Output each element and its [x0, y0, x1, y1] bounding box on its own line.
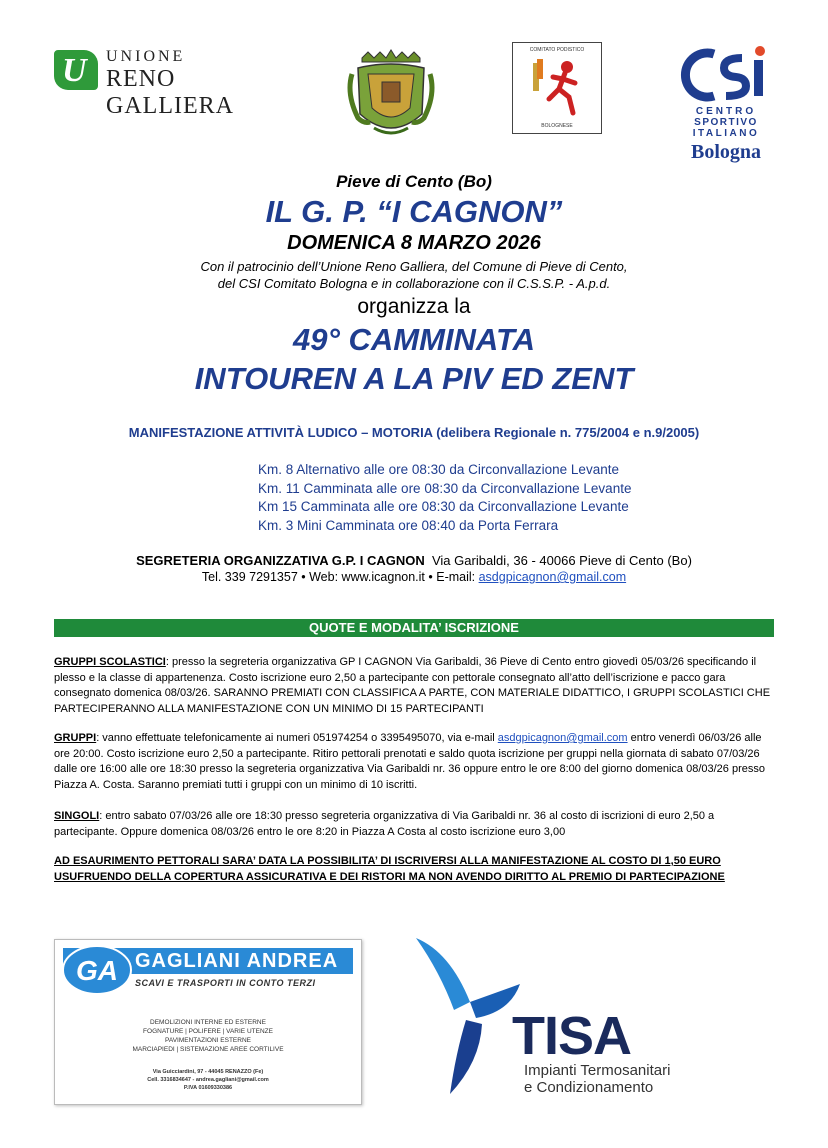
route-item: Km. 8 Alternativo alle ore 08:30 da Circonvallazione Levante: [258, 462, 619, 477]
tisa-name: TISA: [512, 1006, 632, 1066]
route-list: [258, 461, 631, 535]
secretariat-address: Via Garibaldi, 36 - 40066 Pieve di Cento (Bo): [431, 553, 692, 568]
unione-reno-galliera-logo: [54, 48, 294, 119]
route-item: Km. 11 Camminata alle ore 08:30 da Circonvallazione Levante: [258, 480, 632, 496]
pieve-di-cento-crest-icon: [344, 44, 438, 144]
gagliani-tagline: SCAVI E TRASPORTI IN CONTO TERZI: [135, 978, 316, 988]
gagliani-address-block: Via Guicciardini, 97 - 44045 RENAZZO (Fe) Cell. 3316834647 - andrea.gagliani@gmail.com P.IVA 01609330386: [147, 1069, 269, 1091]
gagliani-services: DEMOLIZIONI INTERNE ED ESTERNE FOGNATURE | POLIFERE | VARIE UTENZE PAVIMENTAZIONI ESTERNE MARCIAPIEDI | SISTEMAZIONE AREE CORTILIVE: [132, 1019, 284, 1053]
runner-icon: [513, 55, 601, 125]
reno-logo-line1: UNIONE: [106, 48, 186, 65]
school-groups-text: : presso la segreteria organizzativa GP I CAGNON Via Garibaldi, 36 Pieve di Cento entro giovedì 05/03/26 specificando il plesso e la classe di appartenenza. Costo iscrizione euro 2,50 a partecipante con pettorale consegnato all’atto dell’iscrizione e pacco gara consegnato domenica 08/03/26. SARANNO PREMIATI CON CLASSIFICA A PARTE, CON MATERIALE DIDATTICO, I GRUPPI SCOLASTICI CHE PARTECIPERANNO ALLA MANIFESTAZIONE CON UN MINIMO DI 15 PARTECIPANTI: [54, 656, 771, 715]
gagliani-name: GAGLIANI ANDREA: [135, 950, 339, 972]
event-date: DOMENICA 8 MARZO 2026: [287, 232, 541, 254]
csi-city: Bologna: [690, 141, 762, 163]
reno-u-mark: U: [54, 50, 98, 90]
sponsor-gagliani-card: [54, 939, 362, 1105]
csi-line2: SPORTIVO: [694, 117, 758, 128]
section-title-bar: QUOTE E MODALITA’ ISCRIZIONE: [54, 619, 774, 637]
school-groups-paragraph: [54, 655, 772, 717]
reno-logo-line2: RENO GALLIERA: [106, 66, 234, 119]
csi-line1: CENTRO: [695, 106, 757, 117]
podistico-top-text: COMITATO PODISTICO: [529, 47, 585, 53]
event-name: IL G. P. “I CAGNON”: [265, 194, 563, 229]
groups-paragraph: [54, 731, 772, 793]
podistico-bottom-text: BOLOGNESE: [541, 123, 573, 129]
secretariat-contacts: [0, 570, 828, 584]
tisa-description: Impianti Termosanitari e Condizionamento: [524, 1062, 671, 1096]
patronage-line1: Con il patrocinio dell’Unione Reno Galliera, del Comune di Pieve di Cento,: [200, 259, 628, 274]
groups-label: GRUPPI: [54, 732, 97, 744]
groups-email-link[interactable]: asdgpicagnon@gmail.com: [497, 732, 628, 744]
school-groups-label: GRUPPI SCOLASTICI: [54, 656, 166, 668]
singles-label: SINGOLI: [54, 810, 100, 822]
groups-text-b: entro venerdì 06/03/26 alle ore 20:00. Costo iscrizione euro 2,50 a partecipante. Ritiro pettorali prenotati e saldo quota iscrizione per gruppi nella giornata di sabato 07/03/26 dalle ore 16:00 alle ore 18:30 presso la segreteria organizzativa Via Garibaldi nr. 36 oppure entro le ore 8:00 del giorno domenica 08/03/26 presso Piazza A. Costa. Saranno premiati tutti i gruppi con un minimo di 10 iscritti.: [54, 732, 765, 791]
csi-bologna-logo: [680, 44, 772, 166]
singles-paragraph: [54, 809, 772, 840]
late-registration-notice: AD ESAURIMENTO PETTORALI SARA’ DATA LA POSSIBILITA’ DI ISCRIVERSI ALLA MANIFESTAZIONE AL COSTO DI 1,50 EURO USUFRUENDO DELLA COPERTURA ASSICURATIVA E DEI RISTORI MA NON AVENDO DIRITTO AL PREMIO DI PARTECIPAZIONE: [54, 855, 725, 883]
organizes-text: organizza la: [357, 295, 471, 318]
comitato-podistico-logo: [512, 42, 602, 134]
route-item: Km. 3 Mini Camminata ore 08:40 da Porta Ferrara: [258, 517, 559, 533]
secretariat-line: [0, 553, 828, 568]
route-item: Km 15 Camminata alle ore 08:30 da Circonvallazione Levante: [258, 499, 629, 515]
walk-title-line1: 49° CAMMINATA: [292, 322, 536, 357]
contacts-text: Tel. 339 7291357 • Web: www.icagnon.it • E-mail:: [201, 570, 479, 584]
singles-text: : entro sabato 07/03/26 alle ore 18:30 presso segreteria organizzativa di Via Garibaldi nr. 36 al costo di iscrizioni di euro 2,50 a partecipante. Oppure domenica 08/03/26 entro le ore 8:20 in Piazza A Costa al costo iscrizione euro 3,00: [54, 810, 715, 838]
patronage-line2: del CSI Comitato Bologna e in collaborazione con il C.S.S.P. - A.p.d.: [217, 276, 611, 291]
secretariat-email-link[interactable]: asdgpicagnon@gmail.com: [478, 570, 627, 584]
event-location: Pieve di Cento (Bo): [336, 172, 492, 191]
groups-text-a: : vanno effettuate telefonicamente ai numeri 051974254 o 3395495070, via e-mail: [96, 732, 498, 744]
secretariat-label: SEGRETERIA ORGANIZZATIVA G.P. I CAGNON: [136, 553, 425, 568]
csi-line3: ITALIANO: [692, 128, 760, 139]
ga-mark: GA: [76, 955, 118, 986]
walk-title-line2: INTOUREN A LA PIV ED ZENT: [194, 361, 634, 396]
manifestation-type: MANIFESTAZIONE ATTIVITÀ LUDICO – MOTORIA (delibera Regionale n. 775/2004 e n.9/2005): [128, 425, 700, 440]
ga-logo-icon: [61, 944, 133, 996]
csi-mark-icon: [680, 44, 772, 106]
